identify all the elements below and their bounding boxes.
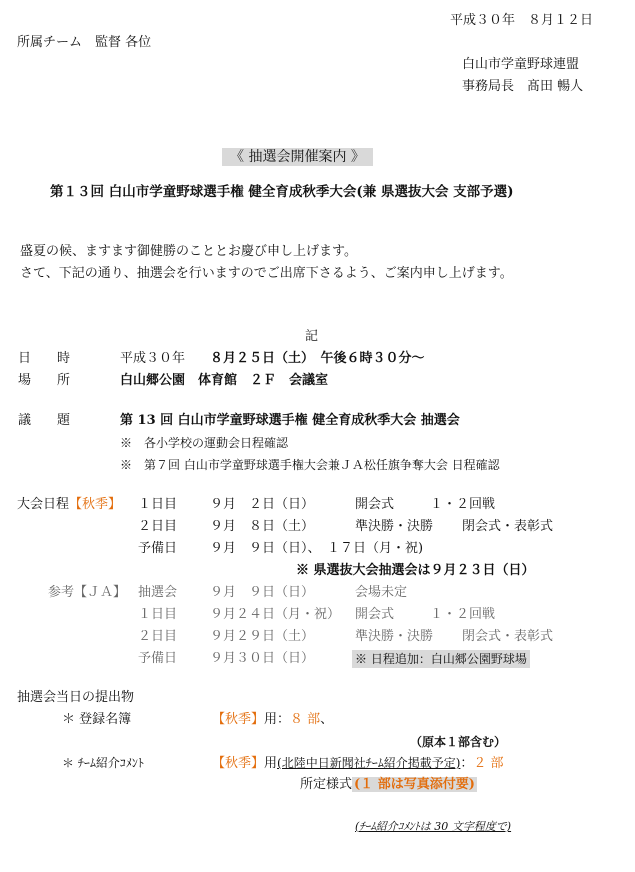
ja-day-2: １日目 [138,607,178,622]
ja-extra-2: １・２回戦 [430,607,496,622]
submit-item-1-label: ＊ 登録名簿 [62,712,132,727]
submit-item-1-note: （原本１部含む） [410,735,507,749]
ja-day-4: 予備日 [138,651,178,666]
place-value: 白山郷公園 体育館 ２Ｆ 会議室 [120,373,329,388]
sender-name: 事務局長 髙田 暢人 [462,79,584,94]
ja-date-4: ９月３０日（日） [210,651,315,666]
agenda-note-1: ※ 各小学校の運動会日程確認 [120,436,289,450]
schedule-tag: 【秋季】 [69,497,122,512]
submit-item-2-label: ＊ ﾁｰﾑ紹介ｺﾒﾝﾄ [62,756,144,770]
intro-line-2: さて、下記の通り、抽選会を行いますのでご出席下さるよう、ご案内申し上げます。 [20,266,513,281]
agenda-label: 議 題 [18,413,71,428]
intro-line-1: 盛夏の候、ますます御健勝のこととお慶び申し上げます。 [20,244,357,259]
schedule-day-3: 予備日 [138,541,178,556]
footnote: (ﾁｰﾑ紹介ｺﾒﾝﾄは 30 文字程度で) [355,820,512,833]
ja-date-3: ９月２９日（土） [210,629,315,644]
recipient: 所属チーム 監督 各位 [17,35,152,50]
ja-extra-3: 閉会式・表彰式 [462,629,554,644]
ja-note: ※ 日程追加：白山郷公園野球場 [352,650,530,668]
schedule-day-2: ２日目 [138,519,178,534]
submit-item-2-form-note: (１ 部は写真添付要) [354,777,475,792]
schedule-day-1: １日目 [138,497,178,512]
ja-day-1: 抽選会 [138,585,178,600]
schedule-extra-2: 閉会式・表彰式 [462,519,554,534]
schedule-label: 大会日程【秋季】 [17,497,122,512]
ja-day-3: ２日目 [138,629,178,644]
ja-label: 参考【ＪＡ】 [48,585,127,600]
ja-event-2: 開会式 [355,607,395,622]
schedule-extra-1: １・２回戦 [430,497,496,512]
schedule-date-3: ９月 ９日（日）、 １７日（月・祝) [210,541,424,556]
page-subtitle: 第１３回 白山市学童野球選手権 健全育成秋季大会(兼 県選抜大会 支部予選) [50,184,514,200]
ja-date-1: ９月 ９日（日） [210,585,315,600]
datetime-label: 日 時 [18,351,71,366]
schedule-date-2: ９月 ８日（土） [210,519,315,534]
submit-item-2-form: 所定様式 (１ 部は写真添付要) [300,777,475,792]
datetime-prefix: 平成３０年 [120,351,186,366]
submit-item-2-count: ２ 部 [473,756,504,771]
sender-org: 白山市学童野球連盟 [462,57,580,72]
schedule-note: ※ 県選抜大会抽選会は９月２３日（日） [296,563,535,578]
place-label: 場 所 [18,373,71,388]
schedule-date-1: ９月 ２日（日） [210,497,315,512]
submit-item-1-count: ８ 部 [290,712,321,727]
submit-heading: 抽選会当日の提出物 [17,690,135,705]
submit-item-2: 【秋季】用(北陸中日新聞社ﾁｰﾑ紹介掲載予定)：２ 部 [212,756,504,771]
agenda-value: 第 13 回 白山市学童野球選手権 健全育成秋季大会 抽選会 [120,413,460,428]
document-date: 平成３０年 ８月１２日 [450,13,594,28]
page-title: 《 抽選会開催案内 》 [222,148,373,166]
ja-date-2: ９月２４日（月・祝） [210,607,341,622]
agenda-note-2: ※ 第７回 白山市学童野球選手権大会兼ＪＡ松任旗争奪大会 日程確認 [120,458,500,472]
ja-event-1: 会場未定 [355,585,408,600]
schedule-event-2: 準決勝・決勝 [355,519,434,534]
submit-item-1: 【秋季】用：８ 部、 [212,712,334,727]
ki-marker: 記 [305,329,319,344]
datetime-value: ８月２５日（土） 午後６時３０分～ [210,351,425,366]
ja-event-3: 準決勝・決勝 [355,629,434,644]
schedule-event-1: 開会式 [355,497,395,512]
